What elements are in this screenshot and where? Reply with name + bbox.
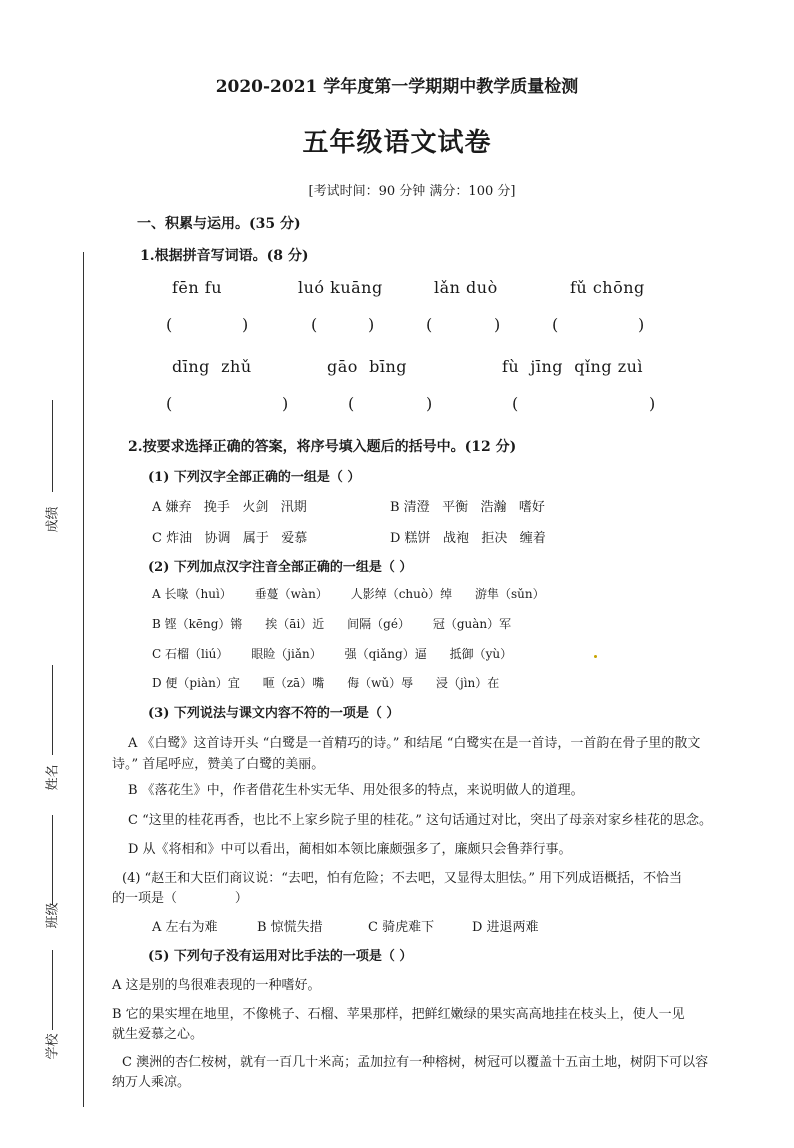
q2-2-option-d: D 便（piàn）宜 咂（zā）嘴 侮（wǔ）辱 浸（jìn）在 xyxy=(152,676,500,690)
pinyin-6: gāo bīng xyxy=(327,357,407,376)
q2-2-option-b: B 铿（kēng）锵 挨（āi）近 间隔（gé） 冠（guàn）军 xyxy=(152,617,512,631)
q2-3-option-a-line2: 诗。” 首尾呼应，赞美了白鹭的美丽。 xyxy=(112,757,325,772)
pinyin-2: luó kuāng xyxy=(298,278,383,297)
q2-5-option-c-line2: 纳万人乘凉。 xyxy=(112,1075,191,1090)
q2-1-title: (1) 下列汉字全部正确的一组是（ ） xyxy=(148,470,361,485)
q2-2-option-c: C 石榴（liú） 眼睑（jiǎn） 强（qiǎng）逼 抵御（yù） xyxy=(152,647,513,661)
q2-5-option-b-line2: 就生爱慕之心。 xyxy=(112,1027,204,1042)
answer-bracket-right: ) xyxy=(242,315,249,334)
q2-3-option-c: C “这里的桂花再香，也比不上家乡院子里的桂花。” 这句话通过对比，突出了母亲对家乡桂花的思念。 xyxy=(128,813,713,828)
q2-5-option-a: A 这是别的鸟很难表现的一种嗜好。 xyxy=(112,978,321,993)
q2-4-option-c: C 骑虎难下 xyxy=(368,920,435,935)
binding-line xyxy=(83,252,84,1107)
q2-4-line2: 的一项是（ ） xyxy=(112,891,248,906)
q2-1-option-c: C 炸油 协调 属于 爱慕 xyxy=(152,531,308,546)
pinyin-3: lǎn duò xyxy=(434,278,498,297)
q2-5-option-c-line1: C 澳洲的杏仁桉树，就有一百几十米高；孟加拉有一种榕树，树冠可以覆盖十五亩土地，树阴下可以容 xyxy=(122,1055,709,1070)
exam-info: [考试时间：90 分钟 满分：100 分] xyxy=(308,184,516,199)
q2-4-option-a: A 左右为难 xyxy=(152,920,218,935)
stray-dot xyxy=(594,655,597,658)
answer-bracket-left: ( xyxy=(512,394,519,413)
q2-4-line1: (4) “赵王和大臣们商议说：“去吧，怕有危险；不去吧，又显得太胆怯。” 用下列成语概括，不恰当 xyxy=(122,871,683,886)
q1-title: 1.根据拼音写词语。(8 分) xyxy=(140,248,309,264)
answer-bracket-right: ) xyxy=(282,394,289,413)
score-label: 成绩 xyxy=(45,506,61,533)
answer-bracket-right: ) xyxy=(368,315,375,334)
score-underline xyxy=(52,400,53,492)
answer-bracket-left: ( xyxy=(166,394,173,413)
answer-bracket-right: ) xyxy=(426,394,433,413)
q2-title: 2.按要求选择正确的答案，将序号填入题后的括号中。(12 分) xyxy=(128,439,517,455)
section-1-title: 一、积累与运用。(35 分) xyxy=(137,216,301,232)
pinyin-5: dīng zhǔ xyxy=(172,357,252,376)
answer-bracket-left: ( xyxy=(311,315,318,334)
class-label: 班级 xyxy=(45,902,61,929)
answer-bracket-right: ) xyxy=(494,315,501,334)
answer-bracket-left: ( xyxy=(426,315,433,334)
q2-5-option-b-line1: B 它的果实埋在地里，不像桃子、石榴、苹果那样，把鲜红嫩绿的果实高高地挂在枝头上，使人一见 xyxy=(112,1007,685,1022)
pinyin-7: fù jīng qǐng zuì xyxy=(502,357,644,376)
q2-3-title: (3) 下列说法与课文内容不符的一项是（ ） xyxy=(148,706,400,721)
school-underline xyxy=(52,950,53,1030)
q2-2-option-a: A 长喙（huì） 垂蔓（wàn） 人影绰（chuò）绰 游隼（sǔn） xyxy=(152,587,545,601)
q2-5-title: (5) 下列句子没有运用对比手法的一项是（ ） xyxy=(148,949,413,964)
answer-bracket-left: ( xyxy=(348,394,355,413)
q2-1-option-d: D 糕饼 战袍 拒决 缠着 xyxy=(390,531,546,546)
q2-3-option-a-line1: A 《白鹭》这首诗开头 “白鹭是一首精巧的诗。” 和结尾 “白鹭实在是一首诗，一首韵在骨子里的散文 xyxy=(128,736,701,751)
name-label: 姓名 xyxy=(45,764,61,791)
q2-2-title: (2) 下列加点汉字注音全部正确的一组是（ ） xyxy=(148,560,413,575)
q2-4-option-d: D 进退两难 xyxy=(472,920,539,935)
name-underline xyxy=(52,665,53,755)
answer-bracket-right: ) xyxy=(638,315,645,334)
q2-1-option-a: A 嫌弃 挽手 火剑 汛期 xyxy=(152,500,307,515)
exam-title: 2020-2021 学年度第一学期期中教学质量检测 xyxy=(215,77,579,97)
q2-1-option-b: B 清澄 平衡 浩瀚 嗜好 xyxy=(390,500,545,515)
q2-3-option-d: D 从《将相和》中可以看出，蔺相如本领比廉颇强多了，廉颇只会鲁莽行事。 xyxy=(128,842,572,857)
q2-4-option-b: B 惊慌失措 xyxy=(257,920,323,935)
answer-bracket-left: ( xyxy=(552,315,559,334)
pinyin-1: fēn fu xyxy=(172,278,223,297)
school-label: 学校 xyxy=(45,1033,61,1060)
subject-title: 五年级语文试卷 xyxy=(302,128,492,158)
q2-3-option-b: B 《落花生》中，作者借花生朴实无华、用处很多的特点，来说明做人的道理。 xyxy=(128,783,584,798)
pinyin-4: fǔ chōng xyxy=(570,278,645,297)
answer-bracket-left: ( xyxy=(166,315,173,334)
answer-bracket-right: ) xyxy=(649,394,656,413)
class-underline xyxy=(52,815,53,905)
